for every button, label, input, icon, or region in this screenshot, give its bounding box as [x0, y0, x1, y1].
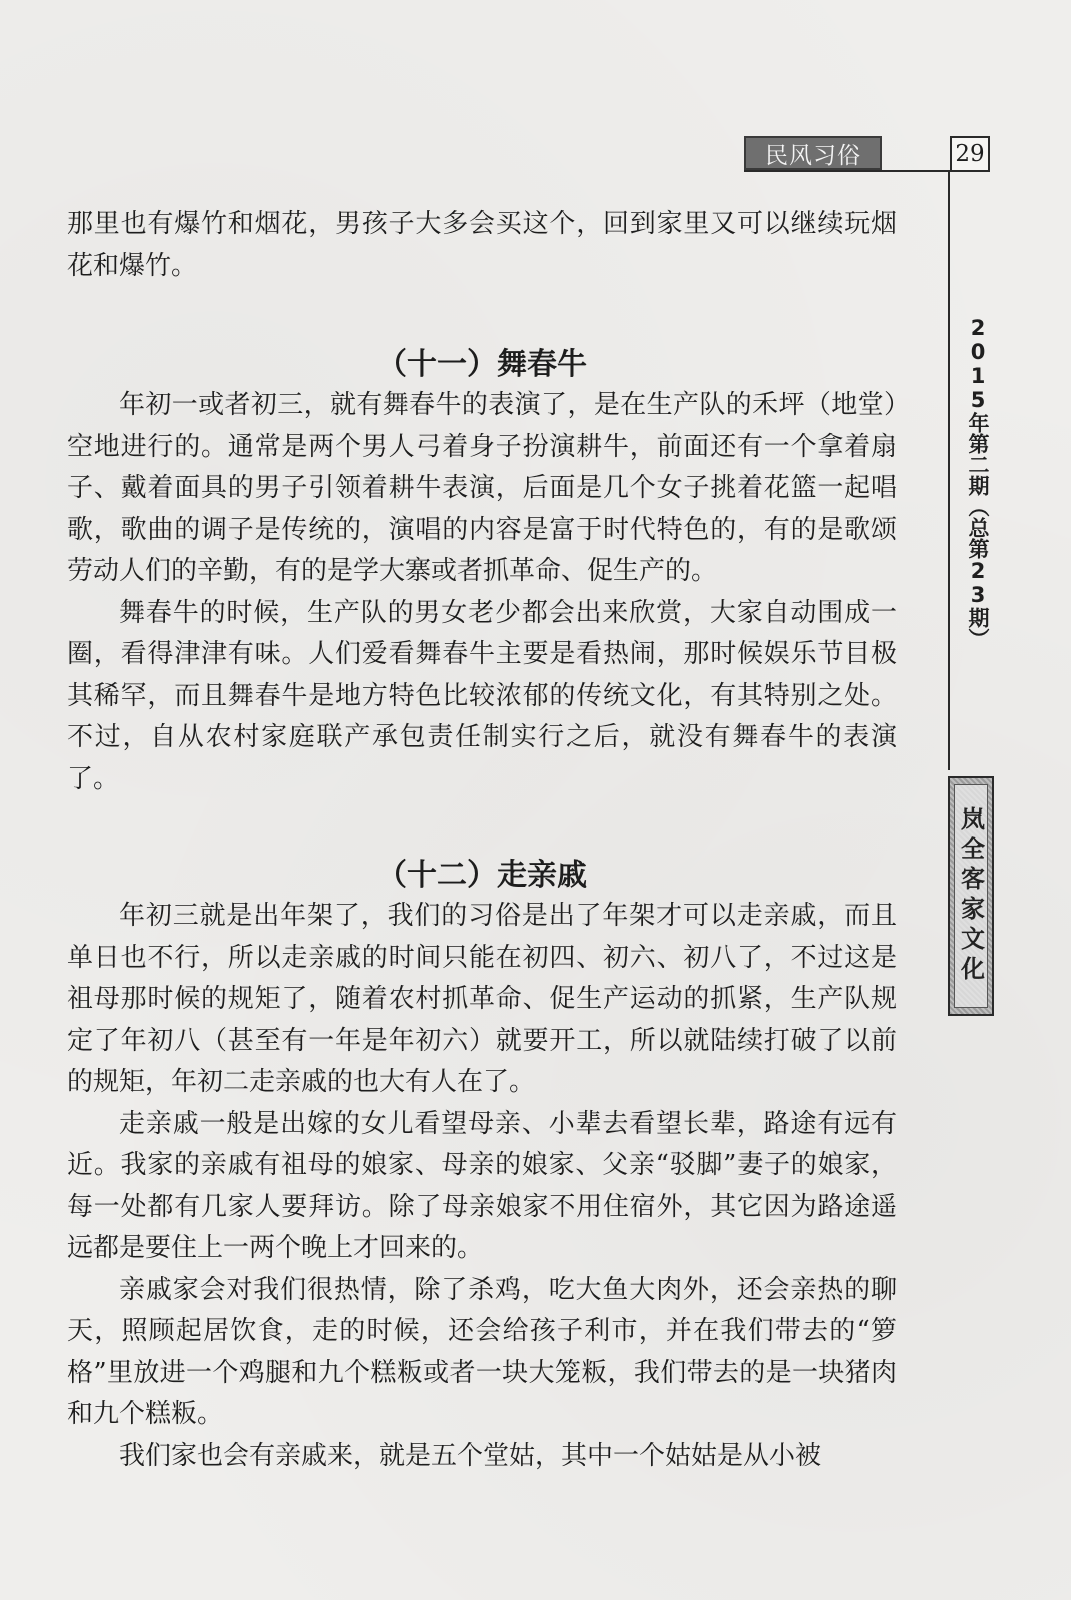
- section-title: 民风习俗: [765, 142, 861, 169]
- journal-logo-inner: [954, 784, 988, 1008]
- paragraph: 年初一或者初三，就有舞春牛的表演了，是在生产队的禾坪（地堂）空地进行的。通常是两个男人弓着身子扮演耕牛，前面还有一个拿着扇子、戴着面具的男子引领着耕牛表演，后面是几个女子挑着花篮一起唱歌，歌曲的调子是传统的，演唱的内容是富于时代特色的，有的是歌颂劳动人们的辛勤，有的是学大寨或者抓革命、促生产的。: [67, 390, 897, 586]
- paragraph: 我们家也会有亲戚来，就是五个堂姑，其中一个姑姑是从小被: [119, 1440, 822, 1471]
- side-rule: [948, 170, 950, 770]
- journal-logo: [948, 776, 994, 1016]
- issue-label: 2015年第二期（总第23期）: [966, 316, 990, 649]
- page-number: 29: [950, 136, 990, 172]
- paragraph: 年初三就是出年架了，我们的习俗是出了年架才可以走亲戚，而且单日也不行，所以走亲戚的时间只能在初四、初六、初八了，不过这是祖母那时候的规矩了，随着农村抓革命、促生产运动的抓紧，生产队规定了年初八（甚至有一年是年初六）就要开工，所以就陆续打破了以前的规矩，年初二走亲戚的也大有人在了。: [67, 901, 897, 1097]
- section-gap: [67, 800, 897, 856]
- section-heading-12: （十二）走亲戚: [377, 858, 587, 893]
- section-heading-11: （十一）舞春牛: [377, 347, 587, 382]
- section-gap: [67, 287, 897, 345]
- paragraph: 亲戚家会对我们很热情，除了杀鸡，吃大鱼大肉外，还会亲热的聊天，照顾起居饮食，走的时候，还会给孩子利市，并在我们带去的“箩格”里放进一个鸡腿和九个糕粄或者一块大笼粄，我们带去的是一块猪肉和九个糕粄。: [67, 1274, 897, 1429]
- paragraph: 走亲戚一般是出嫁的女儿看望母亲、小辈去看望长辈，路途有远有近。我家的亲戚有祖母的娘家、母亲的娘家、父亲“驳脚”妻子的娘家，每一处都有几家人要拜访。除了母亲娘家不用住宿外，其它因为路途遥远都是要住上一两个晚上才回来的。: [67, 1108, 897, 1263]
- article-body: [67, 204, 897, 1477]
- paragraph: 舞春牛的时候，生产队的男女老少都会出来欣赏，大家自动围成一圈，看得津津有味。人们爱看舞春牛主要是看热闹，那时候娱乐节目极其稀罕，而且舞春牛是地方特色比较浓郁的传统文化，有其特别之处。不过，自从农村家庭联产承包责任制实行之后，就没有舞春牛的表演了。: [67, 597, 897, 794]
- section-tab: [744, 136, 882, 170]
- journal-logo-text: 岚全客家文化: [956, 806, 986, 986]
- header-rule: [744, 170, 950, 172]
- paragraph-continuation: 那里也有爆竹和烟花，男孩子大多会买这个，回到家里又可以继续玩烟花和爆竹。: [67, 209, 897, 281]
